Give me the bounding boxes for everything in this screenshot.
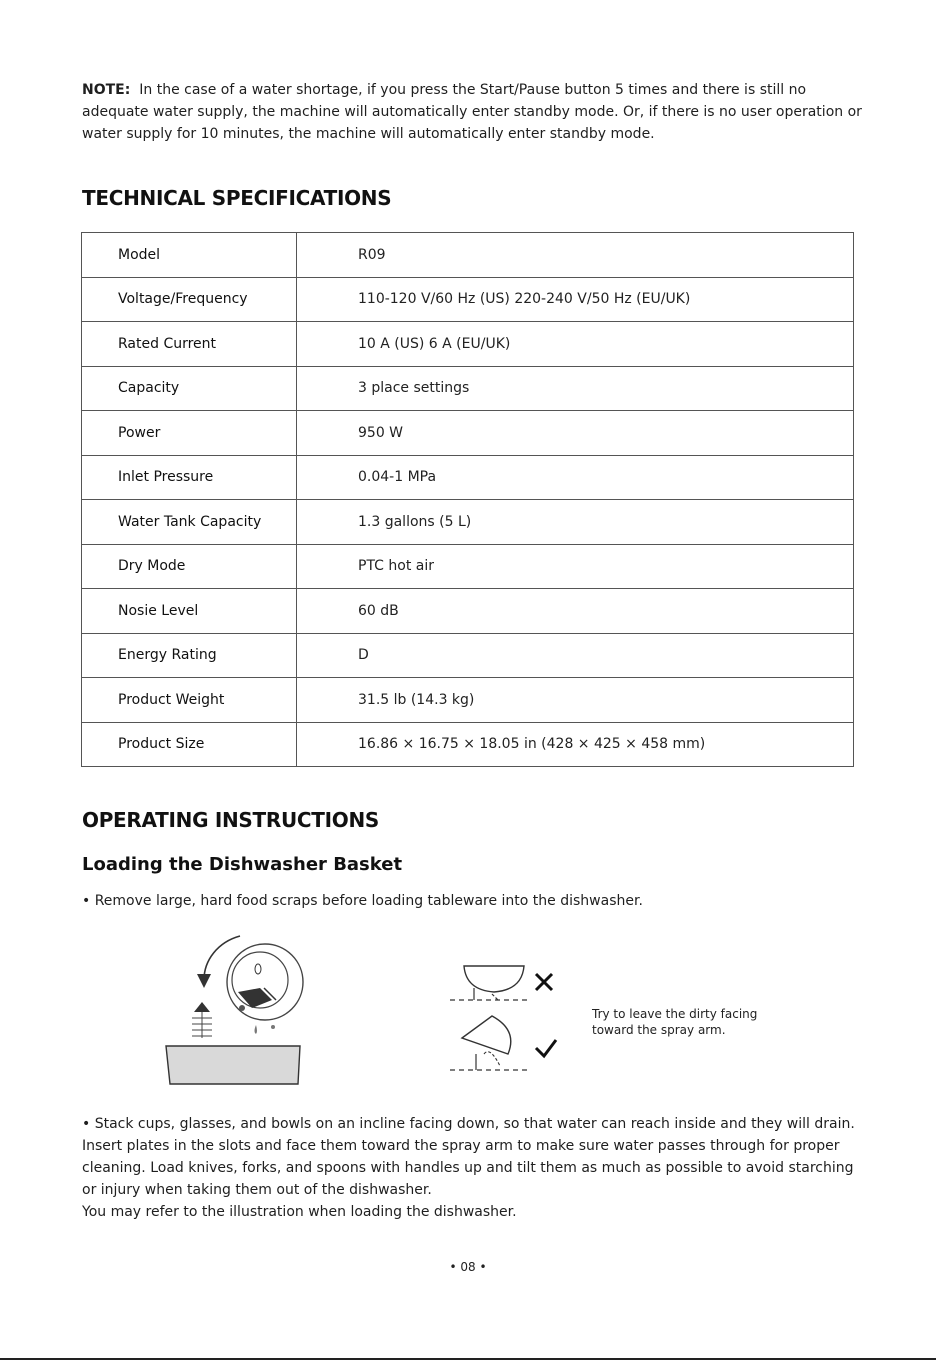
scrape-plate-illustration [160,930,310,1090]
loading-subtitle: Loading the Dishwasher Basket [82,854,403,875]
table-row [82,455,854,500]
table-row [82,678,854,723]
spec-key: Product Size [82,722,297,767]
spec-value: 31.5 lb (14.3 kg) [297,678,854,723]
page-number: • 08 • [449,1260,487,1274]
note-label: NOTE: [82,82,131,98]
spec-value: 950 W [297,411,854,456]
tip-text: Try to leave the dirty facing toward the spray arm. [592,1007,758,1037]
bowl-wrong-icon [450,966,530,1000]
note-text: In the case of a water shortage, if you press the Start/Pause button 5 times and there is still no adequate water supply, the machine will automatically enter standby mode. Or, if there is no user operation or water supply for 10 minutes, the machine will automatically enter standby mode. [82,82,862,142]
bowl-right-icon [450,1016,528,1070]
scraps-bullet: • Remove large, hard food scraps before loading tableware into the dishwasher. [82,893,643,909]
tech-specs-title: TECHNICAL SPECIFICATIONS [82,186,392,210]
spec-value: PTC hot air [297,544,854,589]
spec-key: Rated Current [82,322,297,367]
table-row [82,233,854,278]
plate-icon [227,944,303,1034]
table-row [82,722,854,767]
note-paragraph [82,79,862,145]
spec-value: 110-120 V/60 Hz (US) 220-240 V/50 Hz (EU/UK) [297,277,854,322]
bowl-orientation-illustration [444,958,564,1078]
spec-value: 10 A (US) 6 A (EU/UK) [297,322,854,367]
spec-value: 60 dB [297,589,854,634]
spec-value: 3 place settings [297,366,854,411]
specs-table [81,232,854,767]
cross-icon [536,974,552,990]
check-icon [536,1040,556,1056]
spec-value: R09 [297,233,854,278]
refer-illustration-line: You may refer to the illustration when loading the dishwasher. [82,1204,517,1220]
spec-key: Voltage/Frequency [82,277,297,322]
spec-value: 16.86 × 16.75 × 18.05 in (428 × 425 × 458 mm) [297,722,854,767]
table-row [82,322,854,367]
stacking-paragraph: • Stack cups, glasses, and bowls on an incline facing down, so that water can reach inside and they will drain. Insert plates in the slots and face them toward the spray arm to make sure water passes through for proper cleaning. Load knives, forks, and spoons with handles up and tilt them as much as possible to avoid starching or injury when taking them out of the dishwasher. [82,1116,855,1198]
table-row [82,277,854,322]
spec-key: Model [82,233,297,278]
spec-key: Power [82,411,297,456]
bin-icon [166,1046,300,1084]
spec-value: D [297,633,854,678]
fish-bone-icon [192,1002,212,1038]
table-row [82,589,854,634]
loading-instructions [82,1113,872,1223]
spec-key: Energy Rating [82,633,297,678]
table-row [82,411,854,456]
spec-value: 1.3 gallons (5 L) [297,500,854,545]
spec-key: Dry Mode [82,544,297,589]
table-row [82,366,854,411]
spec-key: Water Tank Capacity [82,500,297,545]
table-row [82,633,854,678]
table-row [82,544,854,589]
spec-key: Inlet Pressure [82,455,297,500]
operating-title: OPERATING INSTRUCTIONS [82,808,380,832]
spec-key: Product Weight [82,678,297,723]
table-row [82,500,854,545]
spec-key: Capacity [82,366,297,411]
spec-value: 0.04-1 MPa [297,455,854,500]
bottom-rule [0,1358,936,1360]
spec-key: Nosie Level [82,589,297,634]
